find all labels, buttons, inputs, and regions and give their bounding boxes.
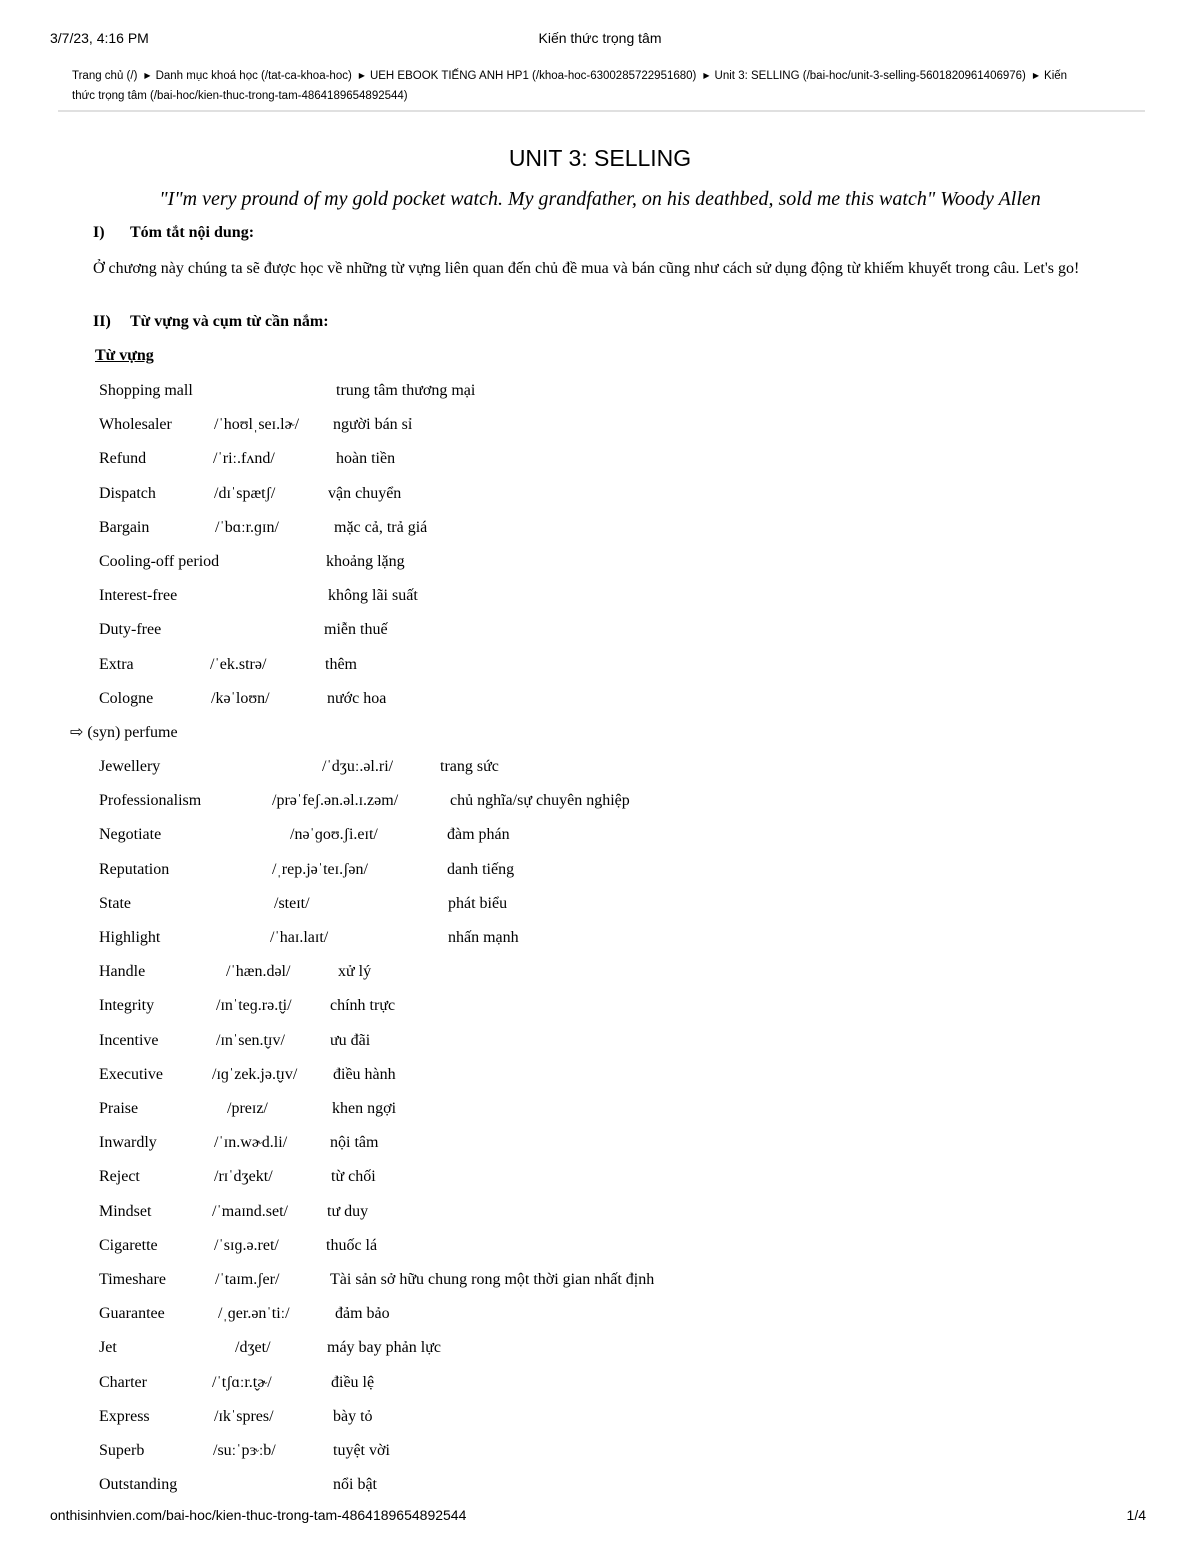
vocab-ipa: /ˈɪn.wɚd.li/: [214, 1134, 288, 1152]
vocab-word: Charter: [99, 1373, 147, 1391]
vocab-ipa: /nəˈɡoʊ.ʃi.eɪt/: [290, 826, 378, 844]
vocab-meaning: nước hoa: [327, 689, 387, 707]
vocab-ipa: /ɪnˈsen.t̬ɪv/: [216, 1031, 285, 1049]
vocab-ipa: /dɪˈspætʃ/: [214, 484, 276, 502]
vocab-heading: Từ vựng: [95, 347, 154, 364]
vocab-meaning: Tài sản sở hữu chung rong một thời gian nhất định: [330, 1271, 655, 1288]
breadcrumb-course-link[interactable]: UEH EBOOK TIẾNG ANH HP1 (/khoa-hoc-6300285722951680): [369, 70, 697, 82]
vocab-meaning: xử lý: [338, 963, 372, 981]
page-number: 1/4: [1126, 1507, 1146, 1523]
vocab-ipa: /ˈhoʊlˌseɪ.lɚ/: [214, 416, 300, 434]
vocab-ipa: /ˈdʒuː.əl.ri/: [322, 758, 394, 775]
arrow-right-icon: ⇨: [70, 724, 84, 741]
vocab-ipa: /suːˈpɝːb/: [213, 1442, 276, 1459]
vocab-ipa: /ˌrep.jəˈteɪ.ʃən/: [272, 860, 368, 878]
vocab-meaning: vận chuyển: [328, 484, 402, 502]
vocab-meaning: thuốc lá: [326, 1236, 378, 1254]
vocab-ipa: /ˈmaɪnd.set/: [212, 1202, 288, 1220]
print-title: Kiến thức trọng tâm: [538, 30, 662, 46]
vocab-meaning: tuyệt vời: [333, 1442, 390, 1459]
vocab-meaning: hoàn tiền: [336, 450, 396, 468]
vocab-word: Jewellery: [99, 758, 161, 775]
vocab-word: Cologne: [99, 689, 154, 707]
section-heading-summary: [93, 224, 254, 242]
vocab-word: Integrity: [99, 997, 155, 1015]
footer-url: onthisinhvien.com/bai-hoc/kien-thuc-trong-tam-4864189654892544: [50, 1507, 467, 1523]
vocab-word: Refund: [99, 450, 147, 468]
vocab-meaning: phát biểu: [448, 894, 508, 912]
vocab-word: Negotiate: [99, 826, 162, 844]
vocab-ipa: /ˌɡer.ənˈtiː/: [218, 1305, 290, 1323]
vocab-word: Guarantee: [99, 1305, 165, 1323]
vocab-ipa: /ɪɡˈzek.jə.t̬ɪv/: [212, 1065, 298, 1083]
vocab-meaning: danh tiếng: [447, 860, 515, 878]
vocab-word: Inwardly: [99, 1134, 157, 1152]
vocab-meaning: khen ngợi: [332, 1100, 397, 1117]
vocab-ipa: /dʒet/: [235, 1339, 271, 1357]
vocab-ipa: /ˈhaɪ.laɪt/: [270, 929, 329, 946]
vocab-ipa: /ɪkˈspres/: [214, 1407, 274, 1425]
vocab-ipa: /ˈek.strə/: [210, 655, 267, 673]
vocab-meaning: nổi bật: [333, 1476, 377, 1494]
section-number: I): [93, 224, 105, 241]
section-title: Từ vựng và cụm từ cần nắm:: [130, 313, 329, 330]
vocab-ipa: /preɪz/: [227, 1100, 268, 1117]
triangle-right-icon: ▶: [144, 71, 151, 80]
section-number: II): [93, 313, 111, 330]
breadcrumb-unit-link[interactable]: Unit 3: SELLING (/bai-hoc/unit-3-selling-5601820961406976): [714, 70, 1026, 82]
vocab-meaning: từ chối: [331, 1168, 376, 1186]
print-header: [50, 30, 1150, 50]
vocab-meaning: đàm phán: [447, 826, 510, 844]
vocab-word: Highlight: [99, 929, 161, 946]
vocab-word: Praise: [99, 1100, 139, 1117]
vocab-ipa: /ɪnˈteɡ.rə.t̬i/: [216, 997, 292, 1015]
vocab-meaning: trung tâm thương mại: [336, 382, 476, 399]
vocab-meaning: nội tâm: [330, 1134, 379, 1152]
vocab-meaning: điều lệ: [331, 1373, 375, 1391]
vocab-meaning: người bán sỉ: [333, 416, 413, 434]
vocab-ipa: /ˈtʃɑːr.t̬ɚ/: [212, 1373, 272, 1391]
section-heading-vocab: [93, 313, 329, 331]
vocab-word: Timeshare: [99, 1271, 166, 1288]
vocab-ipa: /ˈhæn.dəl/: [226, 963, 291, 981]
vocab-meaning: ưu đãi: [330, 1031, 371, 1049]
vocab-word: Shopping mall: [99, 382, 193, 399]
vocab-ipa: /ˈsɪɡ.ə.ret/: [214, 1236, 279, 1254]
vocab-meaning: điều hành: [333, 1065, 396, 1083]
vocab-word: Incentive: [99, 1031, 159, 1049]
vocab-ipa: /rɪˈdʒekt/: [214, 1168, 273, 1186]
vocab-meaning: bày tỏ: [333, 1407, 373, 1425]
vocab-ipa: /prəˈfeʃ.ən.əl.ɪ.zəm/: [272, 792, 399, 810]
vocab-word: Professionalism: [99, 792, 202, 810]
vocab-meaning: không lãi suất: [328, 587, 418, 605]
vocab-word: Executive: [99, 1065, 163, 1083]
vocab-word: Superb: [99, 1442, 145, 1459]
vocab-word: Dispatch: [99, 484, 156, 502]
vocab-meaning: mặc cả, trả giá: [334, 518, 428, 536]
vocab-ipa: /kəˈloʊn/: [211, 689, 270, 707]
vocab-ipa: /ˈriː.fʌnd/: [213, 450, 275, 468]
triangle-right-icon: ▶: [358, 71, 365, 80]
breadcrumb: [72, 66, 1072, 106]
vocab-word: Mindset: [99, 1202, 152, 1220]
vocab-word: Cooling-off period: [99, 553, 220, 570]
synonym-note: [70, 722, 178, 742]
synonym-text: (syn) perfume: [87, 724, 178, 741]
breadcrumb-catalog-link[interactable]: Danh mục khoá học (/tat-ca-khoa-hoc): [155, 70, 352, 82]
vocab-word: Outstanding: [99, 1476, 178, 1494]
vocab-word: Reject: [99, 1168, 140, 1186]
vocab-word: State: [99, 894, 131, 912]
section-title: Tóm tắt nội dung:: [130, 224, 255, 241]
vocab-word: Wholesaler: [99, 416, 172, 434]
quote: "I"m very pround of my gold pocket watch. My grandfather, on his deathbed, sold me this watch" Woody Allen: [159, 188, 1041, 210]
vocab-word: Extra: [99, 655, 134, 673]
vocab-meaning: chủ nghĩa/sự chuyên nghiệp: [450, 792, 630, 810]
vocab-ipa: /ˈtaɪm.ʃer/: [215, 1271, 280, 1288]
vocab-meaning: khoảng lặng: [326, 553, 405, 570]
vocab-word: Cigarette: [99, 1236, 158, 1254]
page-title: UNIT 3: SELLING: [508, 145, 692, 171]
vocab-ipa: /ˈbɑːr.ɡɪn/: [215, 518, 279, 536]
vocab-meaning: trang sức: [440, 758, 499, 775]
vocab-ipa: /steɪt/: [274, 894, 310, 912]
breadcrumb-home-link[interactable]: Trang chủ (/): [72, 70, 138, 82]
vocab-meaning: miễn thuế: [324, 621, 388, 639]
intro-paragraph: Ở chương này chúng ta sẽ được học về những từ vựng liên quan đến chủ đề mua và bán cũng như cách sử dụng động từ khiếm khuyết trong câu. Let's go!: [93, 260, 1080, 277]
breadcrumb-current-link[interactable]: Kiến thức trọng tâm (/bai-hoc/kien-thuc-trong-tam-4864189654892544): [72, 70, 1068, 102]
triangle-right-icon: ▶: [703, 71, 710, 80]
vocab-word: Handle: [99, 963, 146, 981]
vocab-word: Reputation: [99, 860, 170, 878]
vocab-meaning: chính trực: [330, 997, 396, 1015]
vocab-meaning: máy bay phản lực: [327, 1339, 441, 1357]
vocab-meaning: đảm bảo: [335, 1305, 390, 1323]
divider: [58, 110, 1145, 112]
triangle-right-icon: ▶: [1032, 71, 1040, 80]
vocab-word: Bargain: [99, 518, 150, 536]
vocab-meaning: tư duy: [327, 1202, 369, 1220]
vocab-word: Jet: [99, 1339, 117, 1357]
print-footer: [50, 1507, 1150, 1525]
vocab-meaning: thêm: [325, 655, 357, 673]
vocab-word: Express: [99, 1407, 150, 1425]
vocab-word: Duty-free: [99, 621, 162, 639]
print-date: 3/7/23, 4:16 PM: [50, 30, 149, 46]
vocab-word: Interest-free: [99, 587, 178, 605]
vocab-meaning: nhấn mạnh: [448, 929, 519, 946]
